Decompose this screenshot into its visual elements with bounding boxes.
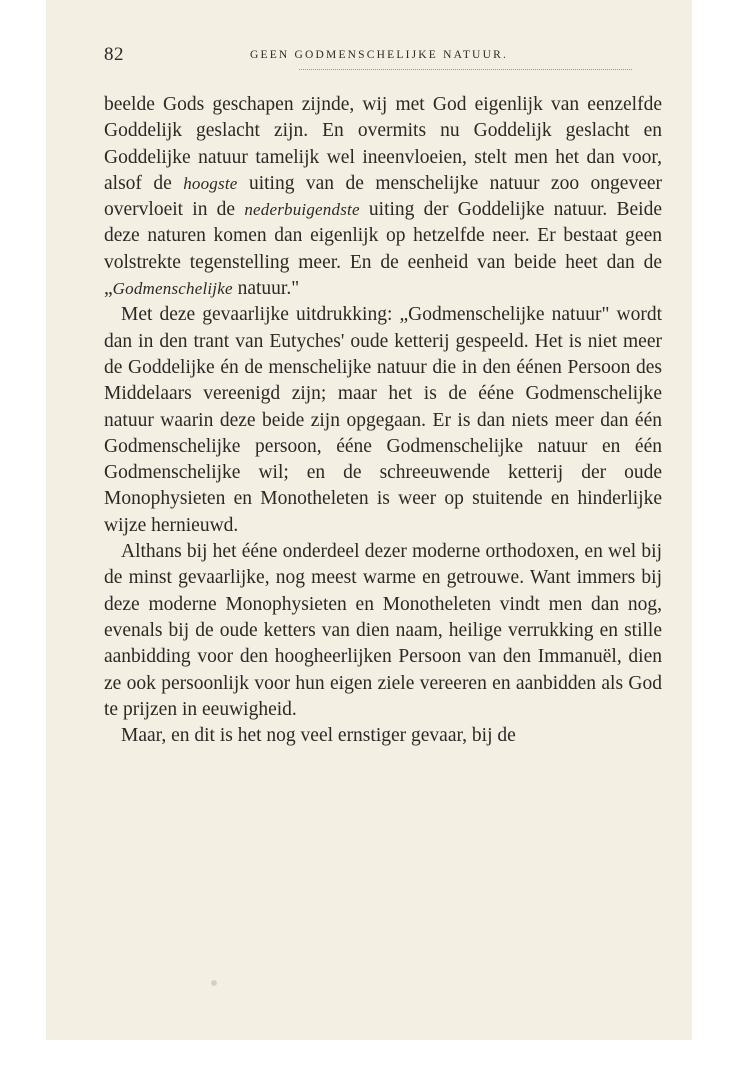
italic-nederbuigendste: nederbuigendste [244,200,360,220]
paragraph-1 [104,92,662,302]
paragraph-1-part-1: beelde Gods geschapen zijnde, wij met God eigenlijk van eenzelfde Goddelijk geslacht zijn. En overmits nu Goddelijk geslacht en Goddelijke natuur tamelijk wel ineenvloeien, stelt men het dan voor, alsof de [104,94,662,194]
italic-godmenschelijke: Godmenschelijke [112,279,233,299]
book-page [46,0,692,1040]
body-text [104,92,662,749]
running-head [104,44,640,68]
paragraph-3: Althans bij het ééne onderdeel dezer moderne orthodoxen, en wel bij de minst gevaarlijke, nog meest warme en getrouwe. Want immers bij deze moderne Monophysieten en Monotheleten vindt men dan nog, evenals bij de oude ketters van dien naam, heilige verrukking en stille aanbidding voor den hoogheerlijken Persoon van den Immanuël, dien ze ook persoonlijk voor hun eigen ziele vereeren en aanbidden als God te prijzen in eeuwigheid. [104,541,662,720]
paragraph-4: Maar, en dit is het nog veel ernstiger gevaar, bij de [121,725,516,747]
italic-hoogste: hoogste [183,173,238,193]
header-rule [299,69,632,70]
paragraph-1-part-2: uiting van de menschelijke natuur zoo ongeveer overvloeit in de [104,172,662,221]
page-number: 82 [104,44,124,65]
paragraph-2: Met deze gevaarlijke uitdrukking: „Godmenschelijke natuur" wordt dan in den trant van Eutyches' oude ketterij gespeeld. Het is niet meer de Goddelijke én de menschelijke natuur die in den éénen Persoon des Middelaars vereenigd zijn; maar het is de ééne Godmenschelijke natuur waarin deze beide zijn opgegaan. Er is dan niets meer dan één Godmenschelijke persoon, ééne Godmenschelijke natuur en één Godmenschelijke wil; en de schreeuwende ketterij der oude Monophysieten en Monotheleten is weer op stuitende en hinderlijke wijze hernieuwd. [104,304,662,536]
paragraph-1-part-4: natuur." [232,278,300,300]
paper-speck [211,980,217,986]
running-title: GEEN GODMENSCHELIJKE NATUUR. [249,49,509,61]
paragraph-1-part-3: uiting der Goddelijke natuur. Beide deze naturen komen dan eigenlijk op hetzelfde neer. Er bestaat geen volstrekte tegenstelling meer. En de eenheid van beide heet dan de „ [104,199,662,300]
